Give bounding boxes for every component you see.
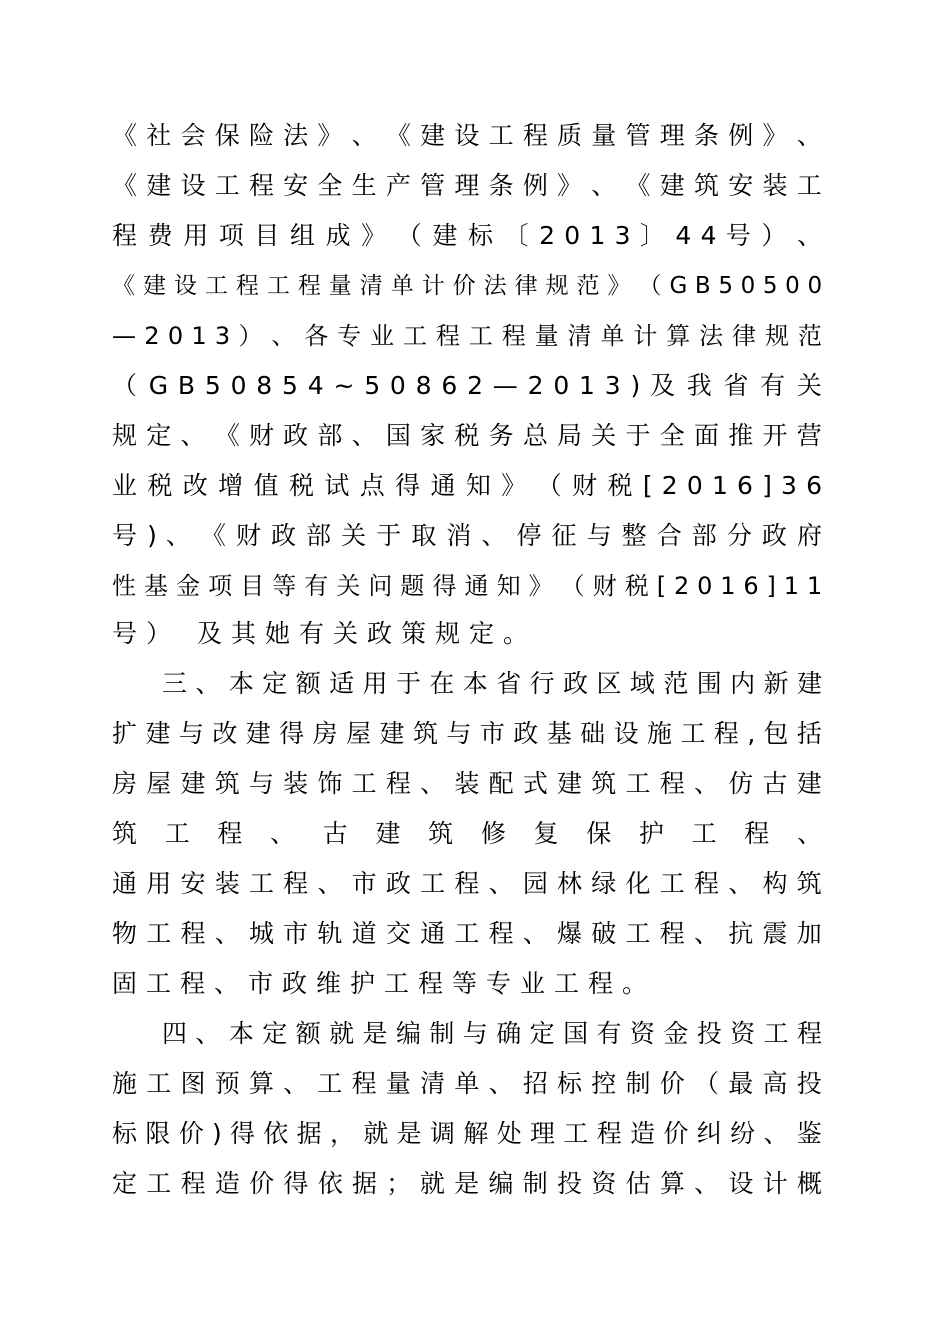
text-line: 《 建 设 工 程 安 全 生 产 管 理 条 例 》 、 《 建 筑 安 装 工 [112, 171, 822, 200]
text-line: 号 ) 、 《 财 政 部 关 于 取 消 、 停 征 与 整 合 部 分 政 府 [112, 521, 822, 550]
text-line: 房 屋 建 筑 与 装 饰 工 程 、 装 配 式 建 筑 工 程 、 仿 古 建 [112, 769, 822, 798]
text-line: 规 定 、 《 财 政 部 、 国 家 税 务 总 局 关 于 全 面 推 开 营 [112, 421, 822, 450]
text-line: 通 用 安 装 工 程 、 市 政 工 程 、 园 林 绿 化 工 程 、 构 筑 [112, 869, 822, 898]
text-line: 性 基 金 项 目 等 有 关 问 题 得 通 知 》 （ 财 税 [ 2 0 1 6 ] 1 1 [112, 572, 823, 600]
text-line: 程 费 用 项 目 组 成 》 （ 建 标 〔 2 0 1 3 〕 4 4 号 ） 、 [112, 221, 822, 250]
text-line: 筑 工 程 、 古 建 筑 修 复 保 护 工 程 、 [112, 819, 822, 848]
text-line: 号） 及其她有关政策规定。 [112, 619, 537, 648]
text-line: 施 工 图 预 算 、 工 程 量 清 单 、 招 标 控 制 价 （ 最 高 投 [112, 1069, 822, 1098]
paragraph-4-start: 四 、 本 定 额 就 是 编 制 与 确 定 国 有 资 金 投 资 工 程 [162, 1019, 823, 1048]
text-line: 固工程、市政维护工程等专业工程。 [112, 969, 657, 998]
text-line: 定 工 程 造 价 得 依 据 ； 就 是 编 制 投 资 估 算 、 设 计 概 [112, 1169, 822, 1198]
text-line: 《 社 会 保 险 法 》 、 《 建 设 工 程 质 量 管 理 条 例 》 、 [112, 121, 822, 150]
text-line: 标 限 价 ) 得 依 据 ， 就 是 调 解 处 理 工 程 造 价 纠 纷 、 鉴 [112, 1119, 822, 1148]
paragraph-3-start: 三 、 本 定 额 适 用 于 在 本 省 行 政 区 域 范 围 内 新 建 [162, 669, 823, 698]
text-line: — 2 0 1 3 ） 、 各 专 业 工 程 工 程 量 清 单 计 算 法 律 规 范 [112, 322, 822, 350]
text-line: 扩 建 与 改 建 得 房 屋 建 筑 与 市 政 基 础 设 施 工 程 , 包 括 [112, 719, 822, 748]
text-line: 业 税 改 增 值 税 试 点 得 通 知 》 （ 财 税 [ 2 0 1 6 ] 3 6 [112, 471, 823, 500]
text-line: 《 建 设 工 程 工 程 量 清 单 计 价 法 律 规 范 》 （ G B 5 0 5 0 0 [112, 273, 823, 299]
text-line: （ G B 5 0 8 5 4 ~ 5 0 8 6 2 — 2 0 1 3 ) 及 我 省 有 关 [112, 371, 822, 400]
text-line: 物 工 程 、 城 市 轨 道 交 通 工 程 、 爆 破 工 程 、 抗 震 加 [112, 919, 822, 948]
